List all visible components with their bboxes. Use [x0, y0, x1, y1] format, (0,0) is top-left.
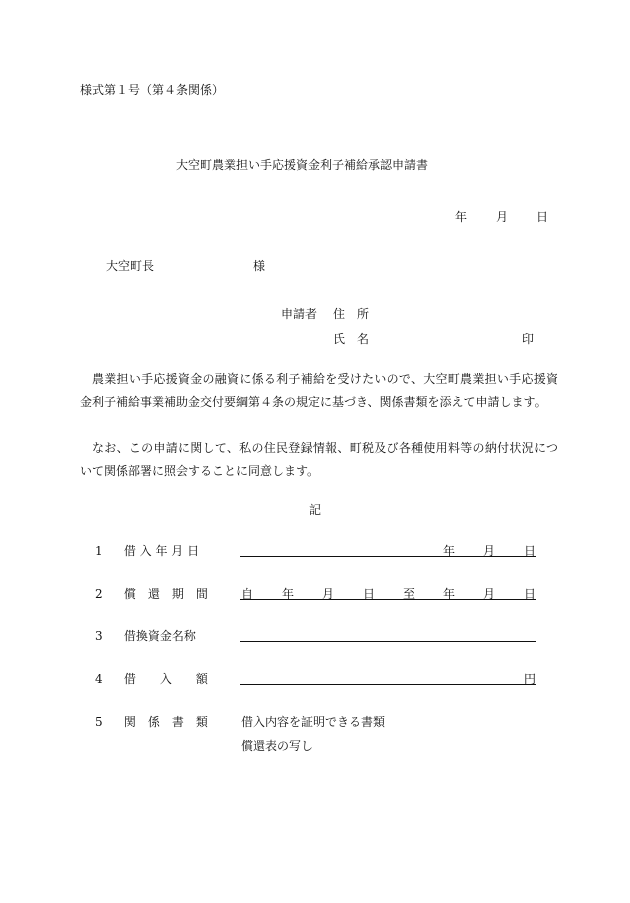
period-day-1: 日	[363, 587, 376, 601]
document-entry: 借入内容を証明できる書類	[241, 715, 386, 729]
fill-line[interactable]	[240, 684, 536, 685]
applicant-label: 申請者	[281, 307, 318, 321]
item-number: 3	[95, 629, 103, 643]
item-number: 2	[95, 587, 103, 601]
item-day: 日	[524, 544, 537, 558]
fill-line[interactable]	[240, 556, 536, 557]
item-number: 5	[95, 715, 103, 729]
body-paragraph-2: なお、この申請に関して、私の住民登録情報、町税及び各種使用料等の納付状況について関係部署に照会することに同意します。	[80, 441, 558, 478]
amount-unit: 円	[524, 672, 537, 686]
period-from: 自	[241, 587, 254, 601]
period-month-2: 月	[483, 587, 496, 601]
item-label: 償 還 期 間	[123, 587, 208, 601]
item-label: 借 入 年 月 日	[123, 544, 200, 558]
item-label: 借換資金名称	[123, 629, 196, 643]
period-to: 至	[403, 587, 416, 601]
item-year: 年	[443, 544, 456, 558]
body-paragraph-1: 農業担い手応援資金の融資に係る利子補給を受けたいので、大空町農業担い手応援資金利子補給事業補助金交付要綱第４条の規定に基づき、関係書類を添えて申請します。	[80, 372, 558, 409]
ki-heading: 記	[309, 503, 322, 517]
item-number: 4	[95, 672, 103, 686]
addressee-name: 大空町長	[106, 259, 155, 273]
seal-mark: 印	[522, 332, 535, 346]
period-year-1: 年	[282, 587, 295, 601]
period-year-2: 年	[443, 587, 456, 601]
name-label: 氏 名	[333, 332, 370, 346]
fill-line[interactable]	[240, 641, 536, 642]
item-number: 1	[95, 544, 103, 558]
period-month-1: 月	[322, 587, 335, 601]
addressee-honorific: 様	[253, 259, 266, 273]
document-title: 大空町農業担い手応援資金利子補給承認申請書	[176, 158, 429, 172]
document-entry: 償還表の写し	[241, 739, 314, 753]
date-month: 月	[496, 210, 509, 224]
item-label: 関 係 書 類	[123, 715, 208, 729]
item-month: 月	[483, 544, 496, 558]
item-label: 借 入 額	[123, 672, 208, 686]
address-label: 住 所	[333, 307, 370, 321]
date-year: 年	[455, 210, 468, 224]
fill-line[interactable]	[240, 599, 536, 600]
form-number: 様式第１号（第４条関係）	[80, 83, 225, 97]
period-day-2: 日	[524, 587, 537, 601]
date-day: 日	[536, 210, 549, 224]
